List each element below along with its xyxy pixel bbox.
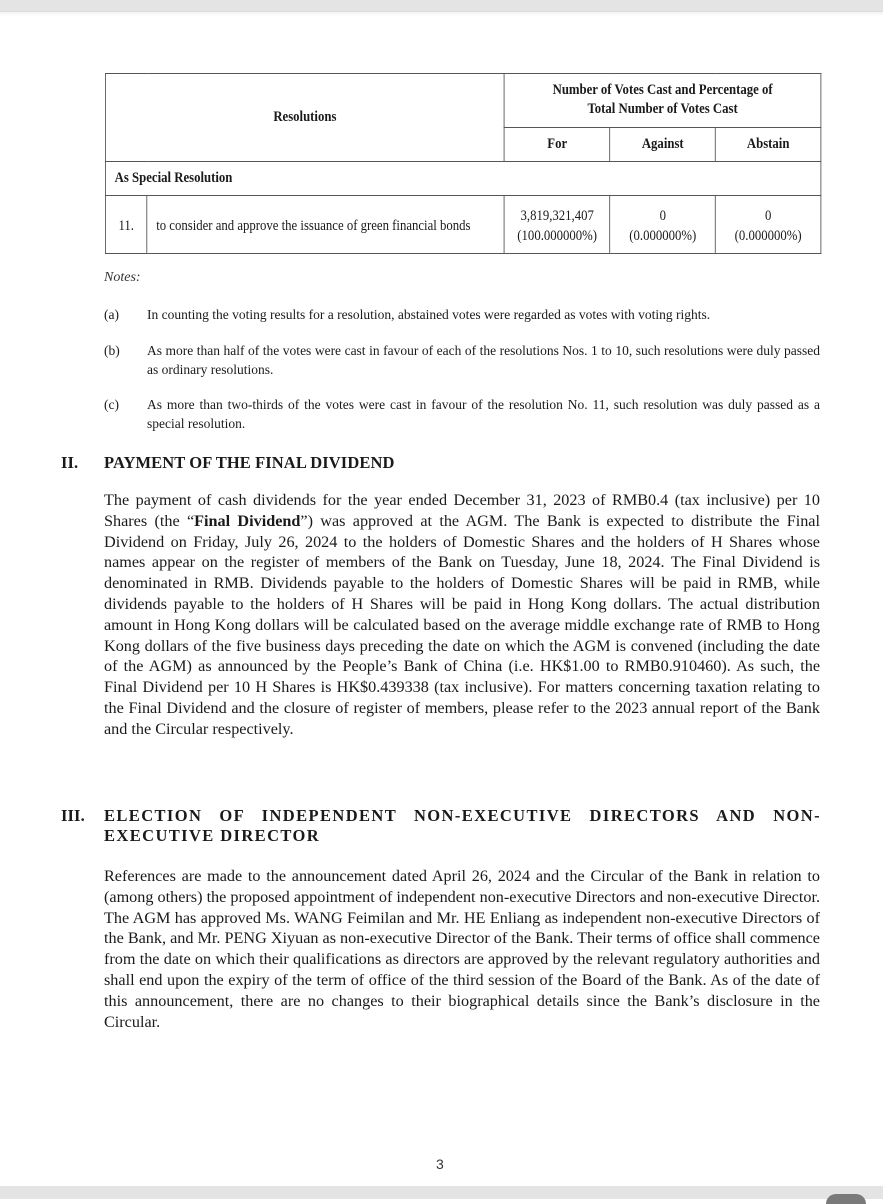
voting-results-table <box>105 73 821 254</box>
votes-for-percent: (100.000000%) <box>517 228 598 244</box>
votes-against-percent: (0.000000%) <box>629 228 697 244</box>
special-resolution-label: As Special Resolution <box>105 162 820 196</box>
note-a <box>104 305 820 324</box>
votes-against-count: 0 <box>659 208 666 225</box>
table-row <box>105 196 820 254</box>
note-tag: (a) <box>104 307 119 322</box>
viewer-bottom-bar <box>0 1186 883 1199</box>
viewer-top-bar <box>0 0 883 12</box>
header-for: For <box>504 127 610 161</box>
header-against: Against <box>610 127 715 161</box>
section-number: II. <box>61 453 79 472</box>
section-heading-ii <box>61 453 821 473</box>
defined-term: Final Dividend <box>194 511 301 530</box>
body-text: ”) was approved at the AGM. The Bank is expected to distribute the Final Dividend on Friday, July 26, 2024 to the holders of Domestic Shares and the holders of H Shares whose names appear on the register of members of the Bank on Tuesday, June 18, 2024. The Final Dividend is denominated in RMB. Dividends payable to the holders of Domestic Shares will be paid in RMB, while dividends payable to the holders of H Shares will be paid in Hong Kong dollars. The actual distribution amount in Hong Kong dollars will be calculated based on the average middle exchange rate of RMB to Hong Kong dollars of the five business days preceding the date on which the AGM is convened (including the date of the AGM) as announced by the People’s Bank of China (i.e. HK$1.00 to RMB0.910460). As such, the Final Dividend per 10 H Shares is HK$0.439338 (tax inclusive). For matters concerning taxation relating to the Final Dividend and the closure of register of members, please refer to the 2023 annual report of the Bank and the Circular respectively. <box>104 511 820 738</box>
page-number: 3 <box>436 1156 444 1172</box>
note-text: As more than half of the votes were cast in favour of each of the resolutions Nos. 1 to 10, such resolutions were duly passed as ordinary resolutions. <box>147 343 820 377</box>
votes-against <box>610 196 715 254</box>
section-title: PAYMENT OF THE FINAL DIVIDEND <box>104 453 395 472</box>
resolution-number: 11. <box>105 196 147 254</box>
header-votes-group: Number of Votes Cast and Percentage of Total Number of Votes Cast <box>504 74 821 128</box>
votes-for <box>504 196 610 254</box>
scroll-handle[interactable] <box>826 1194 866 1204</box>
section-title: ELECTION OF INDEPENDENT NON-EXECUTIVE DIRECTORS AND NON-EXECUTIVE DIRECTOR <box>104 806 821 845</box>
votes-abstain <box>715 196 820 254</box>
votes-abstain-count: 0 <box>764 208 772 225</box>
resolution-description: to consider and approve the issuance of green financial bonds <box>147 196 504 254</box>
votes-for-count: 3,819,321,407 <box>520 208 594 225</box>
note-b <box>104 341 820 379</box>
note-text: In counting the voting results for a resolution, abstained votes were regarded as votes with voting rights. <box>147 307 711 322</box>
viewer-top-shadow <box>0 12 883 16</box>
section-heading-iii <box>61 806 821 846</box>
note-tag: (c) <box>104 397 119 412</box>
votes-abstain-percent: (0.000000%) <box>734 228 802 244</box>
section-number: III. <box>61 806 85 825</box>
note-text: As more than two-thirds of the votes were cast in favour of the resolution No. 11, such resolution was duly passed as a special resolution. <box>147 397 820 431</box>
section-body-ii <box>104 490 820 740</box>
note-c <box>104 395 820 433</box>
body-text: The payment of cash dividends for the year ended December 31, 2023 of RMB0.4 (tax inclusive) per 10 Shares (the “ <box>104 491 820 530</box>
section-body-iii: References are made to the announcement dated April 26, 2024 and the Circular of the Bank in relation to (among others) the proposed appointment of independent non-executive Directors and non-executive Director. The AGM has approved Ms. WANG Feimilan and Mr. HE Enliang as independent non-executive Directors of the Bank, and Mr. PENG Xiyuan as non-executive Director of the Bank. Their terms of office shall commence from the date on which their qualifications as directors are approved by the relevant regulatory authorities and shall end upon the expiry of the term of office of the third session of the Board of the Bank. As of the date of this announcement, there are no changes to their biographical details since the Bank’s disclosure in the Circular. <box>104 867 820 1031</box>
header-abstain: Abstain <box>715 127 820 161</box>
notes-label: Notes: <box>104 270 141 285</box>
header-resolutions: Resolutions <box>105 74 504 162</box>
note-tag: (b) <box>104 343 120 358</box>
